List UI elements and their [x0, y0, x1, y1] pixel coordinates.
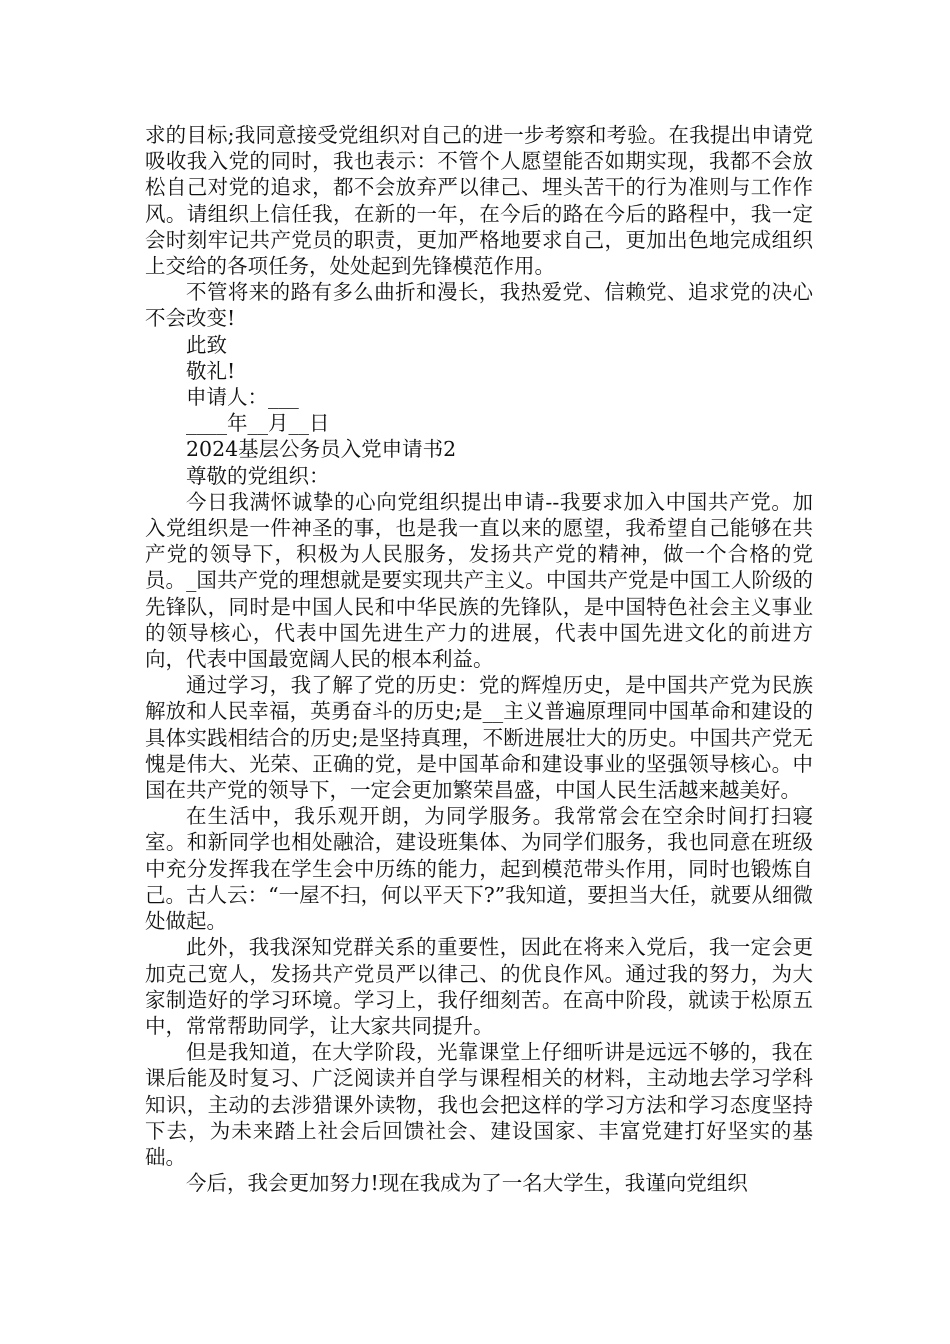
date-line: ____年__月__日 — [186, 411, 330, 436]
paragraph-life: 在生活中，我乐观开朗，为同学服务。我常常会在空余时间打扫寝室。和新同学也相处融洽，建设班集体、为同学们服务，我也同意在班级中充分发挥我在学生会中历练的能力，起到模范带头作用，同时也锻炼自己。古人云：“一屋不扫，何以平天下?”我知道，要担当大任，就要从细微处做起。 — [145, 804, 813, 934]
paragraph-study: 但是我知道，在大学阶段，光靠课堂上仔细听讲是远远不够的，我在课后能及时复习、广泛阅读并自学与课程相关的材料，主动地去学习学科知识，主动的去涉猎课外读物，我也会把这样的学习方法和学习态度坚持下去，为未来踏上社会后回馈社会、建设国家、丰富党建打好坚实的基础。 — [145, 1040, 813, 1169]
paragraph-application: 今日我满怀诚挚的心向党组织提出申请--我要求加入中国共产党。加入党组织是一件神圣的事，也是我一直以来的愿望，我希望自己能够在共产党的领导下，积极为人民服务，发扬共产党的精神，做一个合格的党员。_国共产党的理想就是要实现共产主义。中国共产党是中国工人阶级的先锋队，同时是中国人民和中华民族的先锋队，是中国特色社会主义事业的领导核心，代表中国先进生产力的进展，代表中国先进文化的前进方向，代表中国最宽阔人民的根本利益。 — [145, 489, 813, 672]
section-title: 2024基层公务员入党申请书2 — [186, 437, 457, 462]
applicant-signature-line: 申请人：___ — [186, 385, 299, 410]
paragraph-history: 通过学习，我了解了党的历史：党的辉煌历史，是中国共产党为民族解放和人民幸福，英勇奋斗的历史;是__主义普遍原理同中国革命和建设的具体实践相结合的历史;是坚持真理，不断进展壮大的历史。中国共产党无愧是伟大、光荣、正确的党，是中国革命和建设事业的坚强领导核心。中国在共产党的领导下，一定会更加繁荣昌盛，中国人民生活越来越美好。 — [145, 673, 813, 803]
paragraph-resolve: 不管将来的路有多么曲折和漫长，我热爱党、信赖党、追求党的决心不会改变! — [145, 280, 813, 331]
paragraph-relations: 此外，我我深知党群关系的重要性，因此在将来入党后，我一定会更加克己宽人，发扬共产党员严以律己、的优良作风。通过我的努力，为大家制造好的学习环境。学习上，我仔细刻苦。在高中阶段，就读于松原五中，常常帮助同学，让大家共同提升。 — [145, 935, 813, 1038]
closing-salutation: 此致 — [186, 332, 227, 357]
document-body — [145, 122, 813, 1196]
closing-regards: 敬礼! — [186, 358, 236, 383]
paragraph-continuation: 求的目标;我同意接受党组织对自己的进一步考察和考验。在我提出申请党吸收我入党的同时，我也表示：不管个人愿望能否如期实现，我都不会放松自己对党的追求，都不会放弃严以律己、埋头苦干的行为准则与工作作风。请组织上信任我，在新的一年，在今后的路在今后的路程中，我一定会时刻牢记共产党员的职责，更加严格地要求自己，更加出色地完成组织上交给的各项任务，处处起到先锋模范作用。 — [145, 123, 813, 279]
paragraph-future: 今后，我会更加努力!现在我成为了一名大学生，我谨向党组织 — [186, 1171, 748, 1196]
greeting: 尊敬的党组织： — [186, 463, 330, 488]
